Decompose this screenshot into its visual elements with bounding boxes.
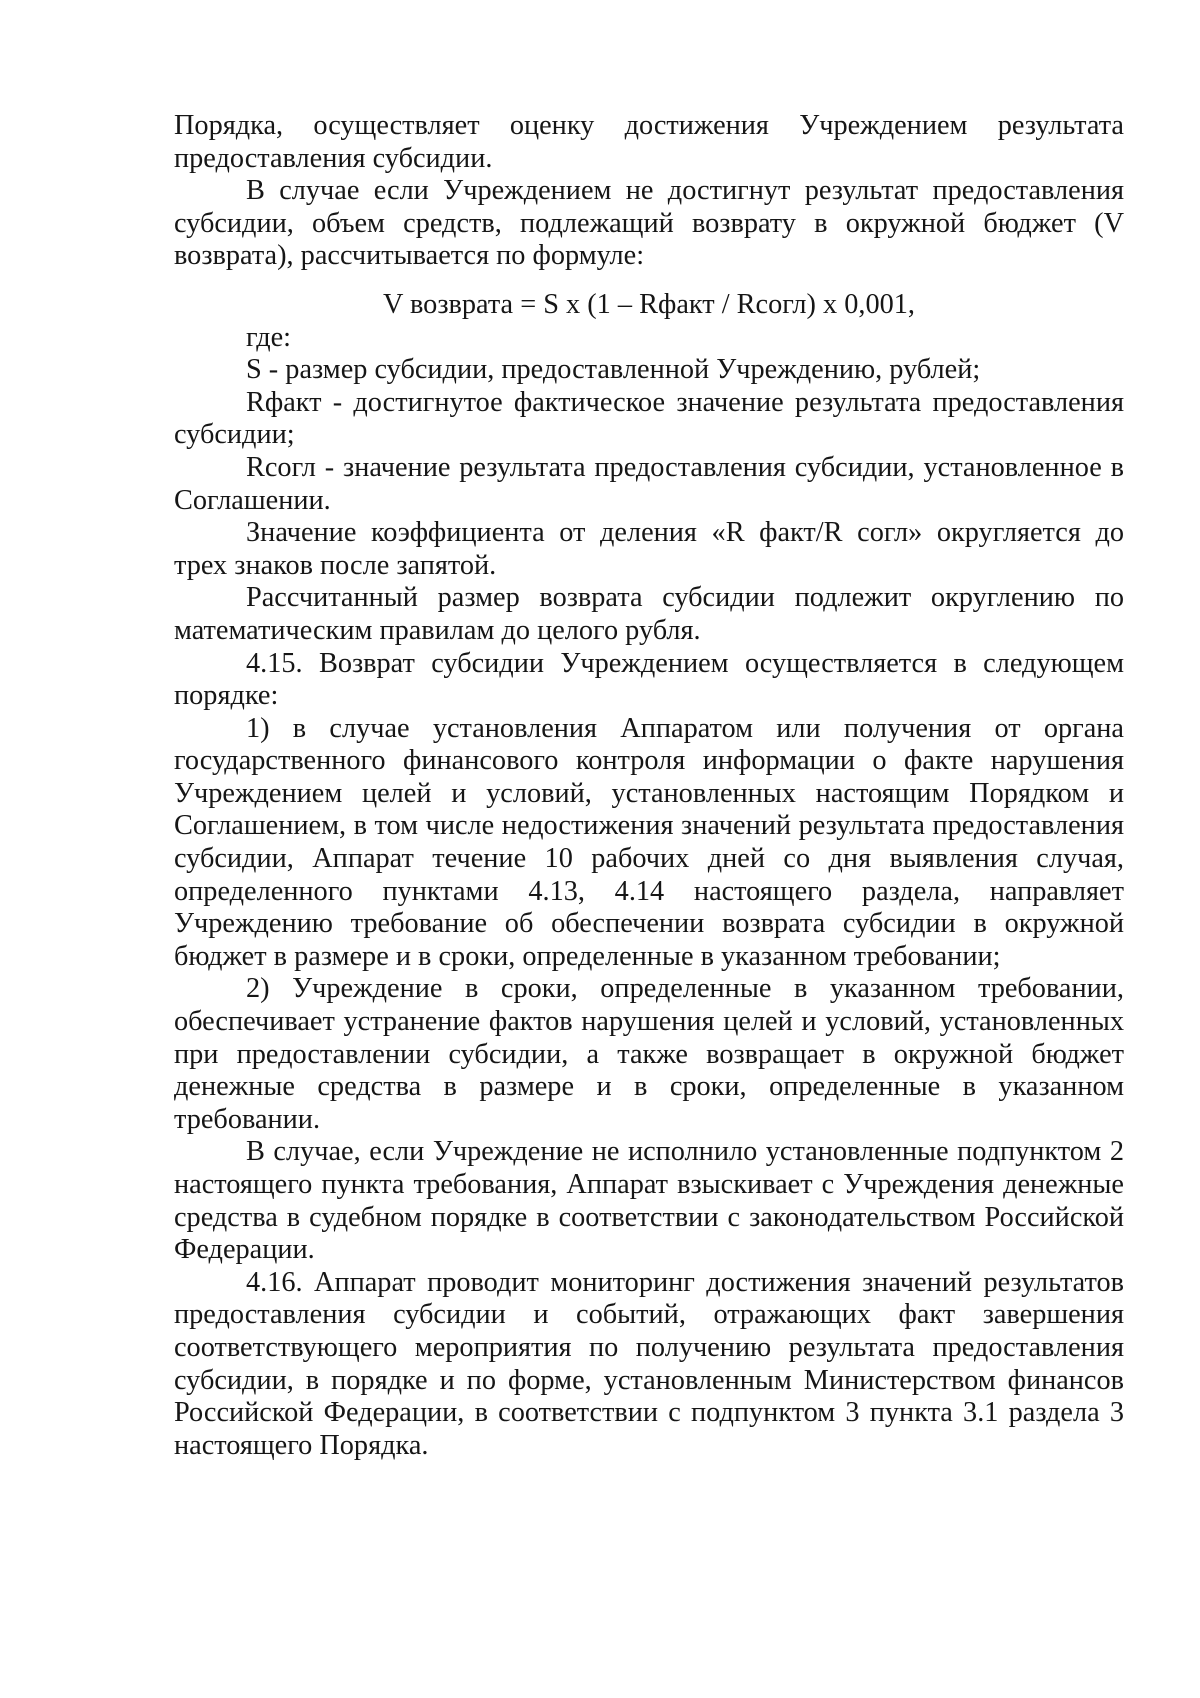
paragraph-court-recovery: В случае, если Учреждение не исполнило установленные подпунктом 2 настоящего пункта требования, Аппарат взыскивает с Учреждения денежные средства в судебном порядке в соответствии с законодательством Российской Федерации. bbox=[174, 1136, 1124, 1266]
formula-definition-rsogl: Rсогл - значение результата предоставления субсидии, установленное в Соглашении. bbox=[174, 451, 1124, 516]
list-item-2: 2) Учреждение в сроки, определенные в указанном требовании, обеспечивает устранение фактов нарушения целей и условий, установленных при предоставлении субсидии, а также возвращает в окружной бюджет денежные средства в размере и в сроки, определенные в указанном требовании. bbox=[174, 973, 1124, 1135]
paragraph-return-condition: В случае если Учреждением не достигнут результат предоставления субсидии, объем средств, подлежащий возврату в окружной бюджет (V возврата), рассчитывается по формуле: bbox=[174, 175, 1124, 272]
formula-definition-s: S - размер субсидии, предоставленной Учреждению, рублей; bbox=[246, 354, 981, 386]
formula-definition-rfact: Rфакт - достигнутое фактическое значение результата предоставления субсидии; bbox=[174, 386, 1124, 451]
paragraph-continuation: Порядка, осуществляет оценку достижения Учреждением результата предоставления субсидии. bbox=[174, 110, 1124, 174]
section-4-16: 4.16. Аппарат проводит мониторинг достижения значений результатов предоставления субсидии и событий, отражающих факт завершения соответствующего мероприятия по получению результата предоставления субсидии, в порядке и по форме, установленным Министерством финансов Российской Федерации, в соответствии с подпунктом 3 пункта 3.1 раздела 3 настоящего Порядка. bbox=[174, 1266, 1124, 1461]
formula: V возврата = S х (1 – Rфакт / Rсогл) х 0,001, bbox=[383, 288, 915, 320]
formula-where-label: где: bbox=[246, 321, 292, 353]
paragraph-amount-rounding: Рассчитанный размер возврата субсидии подлежит округлению по математическим правилам до целого рубля. bbox=[174, 582, 1124, 646]
section-4-15-heading: 4.15. Возврат субсидии Учреждением осуществляется в следующем порядке: bbox=[174, 647, 1124, 712]
document-body bbox=[174, 110, 1124, 1462]
paragraph-coefficient-rounding: Значение коэффициента от деления «R факт/R согл» округляется до трех знаков после запятой. bbox=[174, 517, 1124, 581]
list-item-1: 1) в случае установления Аппаратом или получения от органа государственного финансового контроля информации о факте нарушения Учреждением целей и условий, установленных настоящим Порядком и Соглашением, в том числе недостижения значений результата предоставления субсидии, Аппарат течение 10 рабочих дней со дня выявления случая, определенного пунктами 4.13, 4.14 настоящего раздела, направляет Учреждению требование об обеспечении возврата субсидии в окружной бюджет в размере и в сроки, определенные в указанном требовании; bbox=[174, 712, 1124, 972]
